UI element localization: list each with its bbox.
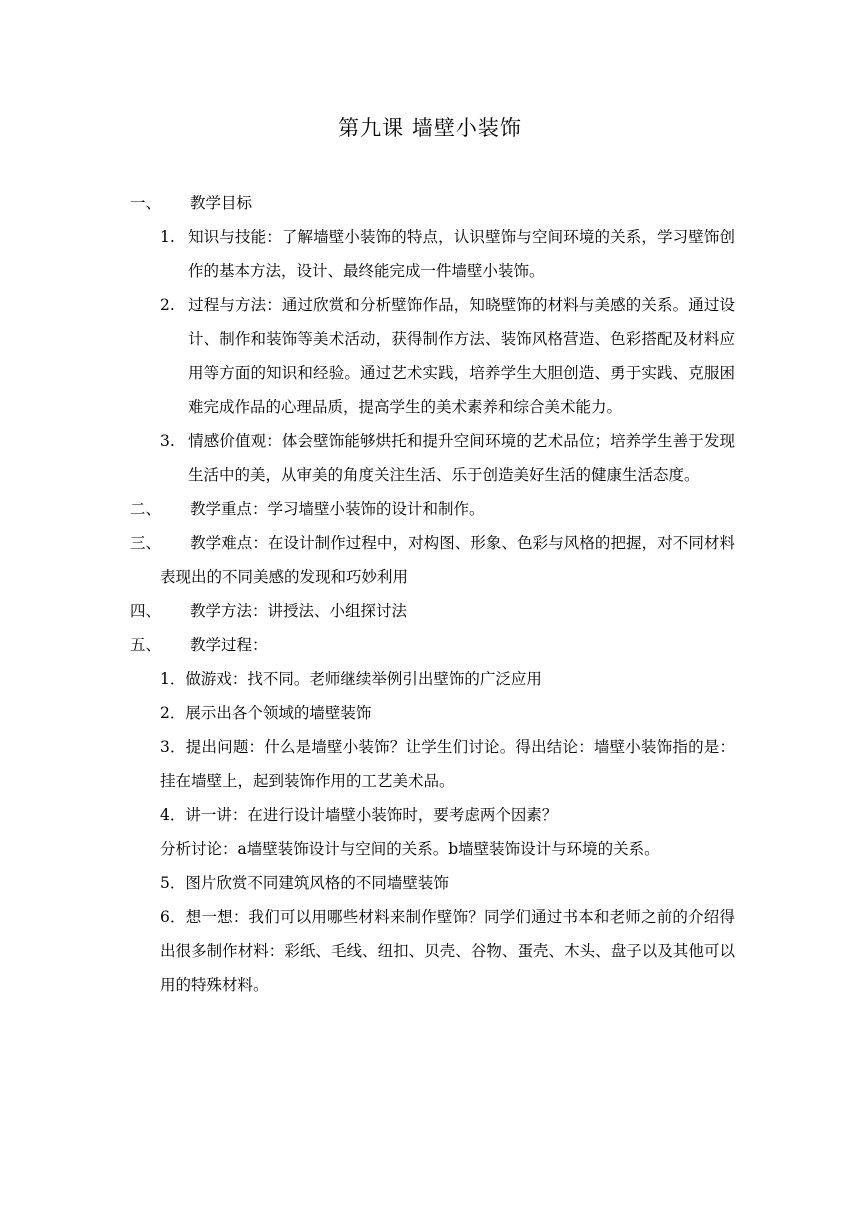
item-text: 情感价值观：体会壁饰能够烘托和提升空间环境的艺术品位；培养学生善于发现生活中的美，从审美的角度关注生活、乐于创造美好生活的健康生活态度。 — [188, 432, 735, 484]
section-heading: 教学目标 — [190, 194, 253, 212]
section-text: 教学重点：学习墙壁小装饰的设计和制作。 — [190, 500, 485, 518]
item-number: 1. — [160, 228, 175, 246]
section-key-points — [130, 492, 735, 526]
section-number: 一、 — [130, 194, 162, 212]
item-text: 过程与方法：通过欣赏和分析壁饰作品，知晓壁饰的材料与美感的关系。通过设计、制作和装饰等美术活动，获得制作方法、装饰风格营造、色彩搭配及材料应用等方面的知识和经验。通过艺术实践，培养学生大胆创造、勇于实践、克服困难完成作品的心理品质，提高学生的美术素养和综合美术能力。 — [188, 296, 735, 416]
section-text: 教学方法：讲授法、小组探讨法 — [190, 602, 408, 620]
section-number: 四、 — [130, 602, 162, 620]
process-step: 分析讨论：a墙壁装饰设计与空间的关系。b墙壁装饰设计与环境的关系。 — [160, 840, 660, 858]
document-body — [130, 186, 735, 1002]
process-step: 1．做游戏：找不同。老师继续举例引出壁饰的广泛应用 — [160, 670, 542, 688]
section-methods — [130, 594, 735, 628]
process-step: 6．想一想：我们可以用哪些材料来制作壁饰？同学们通过书本和老师之前的介绍得出很多制作材料：彩纸、毛线、纽扣、贝壳、谷物、蛋壳、木头、盘子以及其他可以用的特殊材料。 — [160, 908, 735, 994]
item-number: 3. — [160, 432, 175, 450]
section-difficulties — [130, 526, 735, 594]
section-process — [130, 628, 735, 662]
list-item — [130, 220, 735, 288]
list-item — [130, 288, 735, 424]
list-item — [130, 424, 735, 492]
item-text: 知识与技能：了解墙壁小装饰的特点，认识壁饰与空间环境的关系，学习壁饰创作的基本方法，设计、最终能完成一件墙壁小装饰。 — [188, 228, 735, 280]
section-objectives — [130, 186, 735, 220]
section-number: 二、 — [130, 500, 162, 518]
process-step: 5．图片欣赏不同建筑风格的不同墙壁装饰 — [160, 874, 449, 892]
item-number: 2. — [160, 296, 175, 314]
process-step: 3．提出问题：什么是墙壁小装饰？让学生们讨论。得出结论：墙壁小装饰指的是：挂在墙壁上，起到装饰作用的工艺美术品。 — [160, 738, 735, 790]
section-heading: 教学过程： — [190, 636, 268, 654]
process-step: 4．讲一讲：在进行设计墙壁小装饰时，要考虑两个因素？ — [160, 806, 558, 824]
page-title: 第九课 墙壁小装饰 — [338, 116, 522, 140]
section-text: 教学难点：在设计制作过程中，对构图、形象、色彩与风格的把握，对不同材料表现出的不同美感的发现和巧妙利用 — [160, 534, 735, 586]
process-step: 2．展示出各个领域的墙壁装饰 — [160, 704, 372, 722]
section-number: 三、 — [130, 534, 162, 552]
section-number: 五、 — [130, 636, 162, 654]
